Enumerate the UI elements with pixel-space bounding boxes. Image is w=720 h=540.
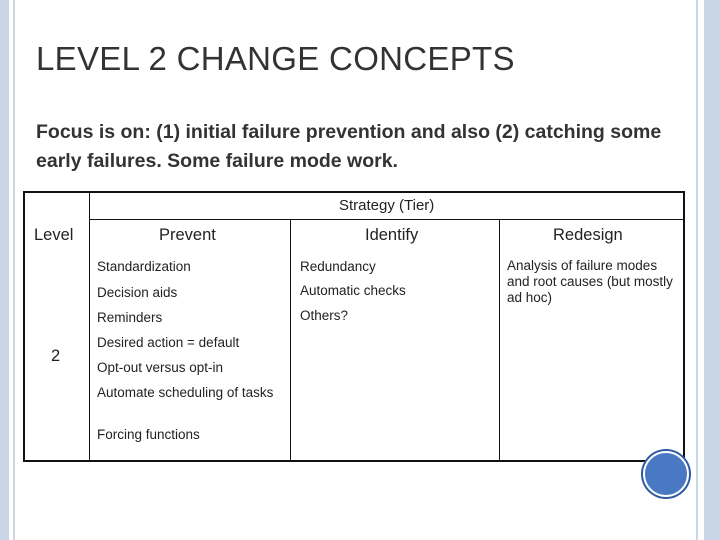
prevent-item: Opt-out versus opt-in: [97, 360, 224, 375]
prevent-item: Forcing functions: [97, 427, 200, 442]
header-prevent: Prevent: [159, 226, 216, 244]
header-identify: Identify: [365, 226, 419, 244]
table-left-border: [23, 191, 25, 462]
focus-text: Focus is on: (1) initial failure prevention and also (2) catching some early failures. Some failure mode work.: [36, 121, 662, 172]
right-decor-bar: [704, 0, 720, 540]
left-decor-line: [13, 0, 15, 540]
prevent-item: Desired action = default: [97, 335, 240, 350]
right-decor-line: [696, 0, 698, 540]
identify-item: Others?: [300, 308, 349, 323]
decorative-circle: [643, 451, 689, 497]
prevent-item: Automate scheduling of tasks: [97, 385, 274, 400]
prevent-item: Reminders: [97, 310, 163, 325]
identify-item: Automatic checks: [300, 283, 406, 298]
column-divider-prevent: [290, 219, 291, 462]
header-divider: [89, 219, 685, 220]
prevent-item: Standardization: [97, 259, 191, 274]
group-header-strategy: Strategy (Tier): [339, 197, 435, 214]
identify-item: Redundancy: [300, 259, 376, 274]
redesign-text: Analysis of failure modes and root causes (but mostly ad hoc): [507, 258, 673, 305]
table-bottom-border: [23, 460, 685, 462]
header-level: Level: [34, 226, 74, 244]
header-redesign: Redesign: [553, 226, 623, 244]
prevent-item: Decision aids: [97, 285, 178, 300]
strategy-table: [23, 191, 685, 462]
left-decor-bar: [0, 0, 9, 540]
slide-title: LEVEL 2 CHANGE CONCEPTS: [36, 40, 515, 77]
table-right-border: [683, 191, 685, 462]
level-value: 2: [51, 347, 61, 365]
table-top-border: [23, 191, 685, 193]
column-divider-identify: [499, 219, 500, 462]
column-divider-level: [89, 191, 90, 462]
